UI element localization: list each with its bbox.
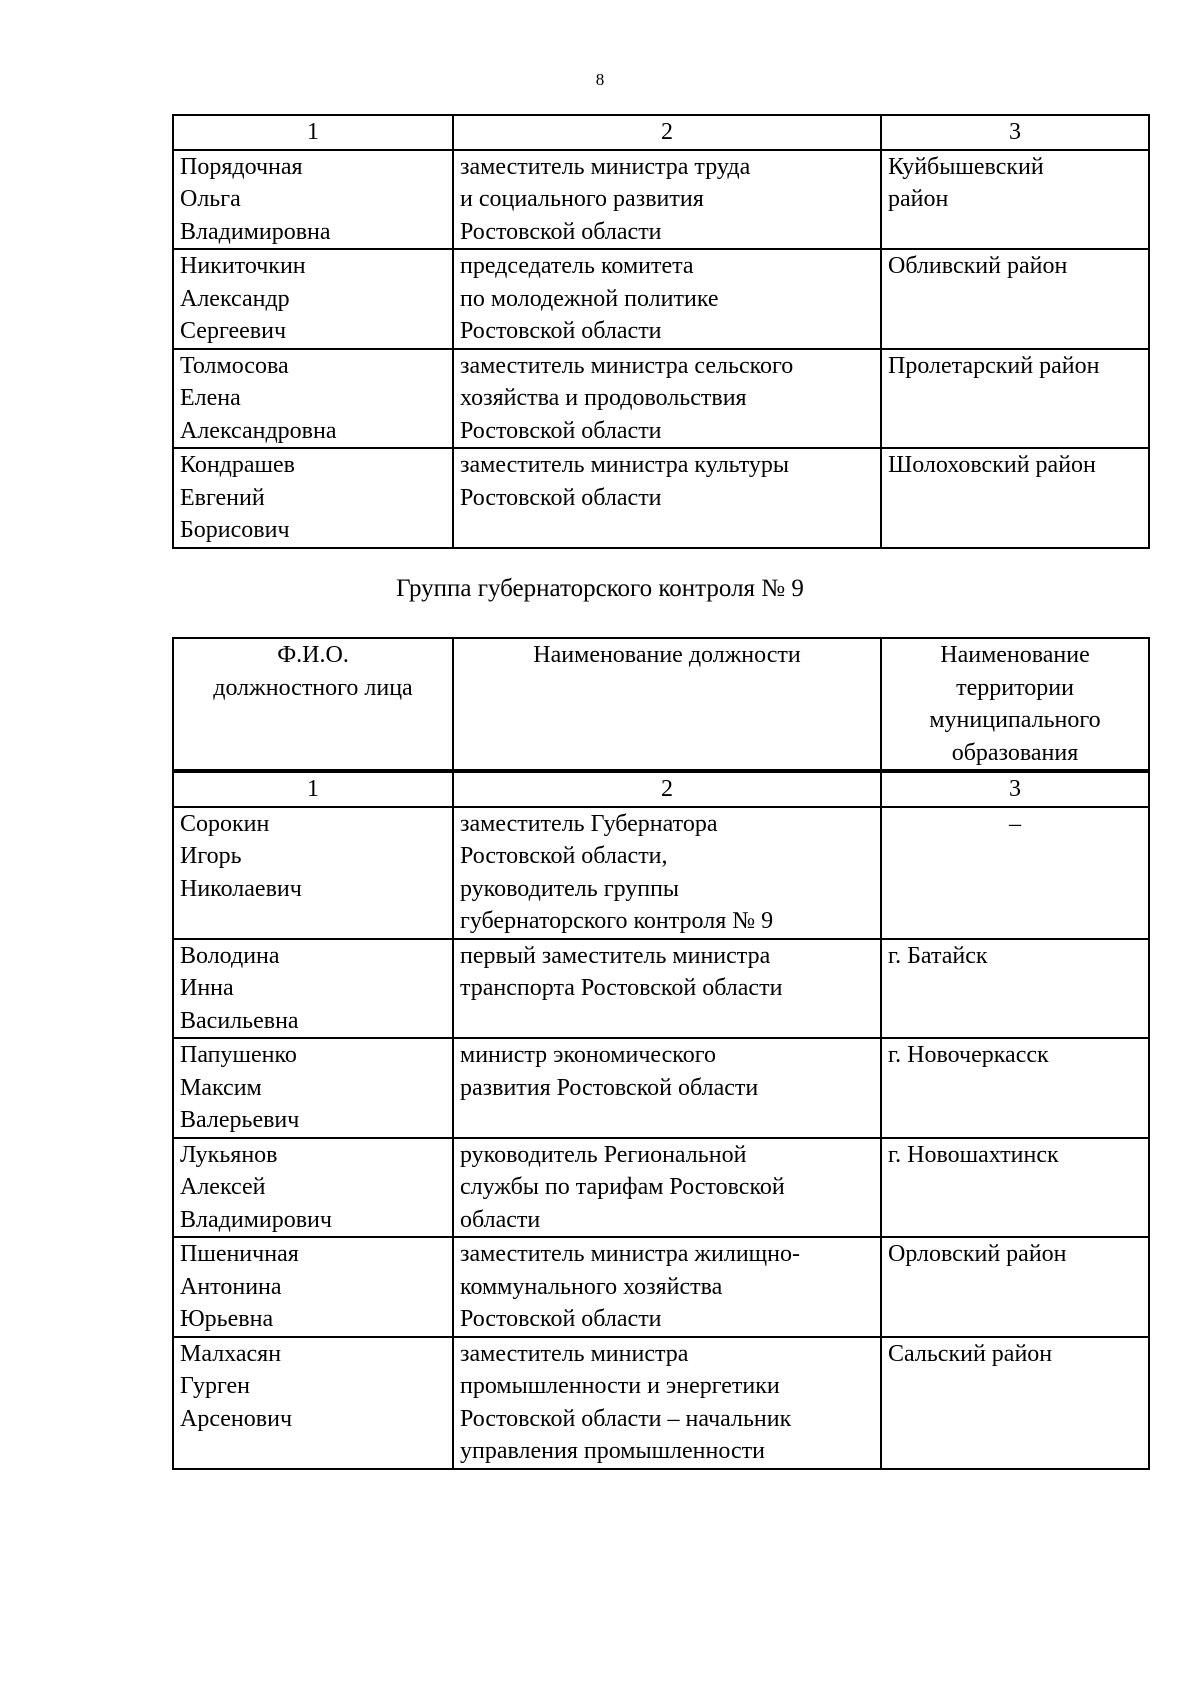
page-number: 8 — [595, 70, 605, 89]
table-row — [173, 939, 1149, 1039]
header-position: Наименование должности — [453, 638, 881, 771]
table-row — [173, 1337, 1149, 1469]
table-header-row — [173, 638, 1149, 771]
official-name: Никиточкин Александр Сергеевич — [173, 249, 453, 349]
table-row — [173, 807, 1149, 939]
official-position: заместитель Губернатора Ростовской области, руководитель группы губернаторского контроля № 9 — [453, 807, 881, 939]
official-position: первый заместитель министра транспорта Ростовской области — [453, 939, 881, 1039]
territory: г. Новошахтинск — [881, 1138, 1149, 1238]
column-number-row — [173, 115, 1149, 150]
column-number: 1 — [173, 115, 453, 150]
table-row — [173, 1138, 1149, 1238]
official-position: заместитель министра сельского хозяйства и продовольствия Ростовской области — [453, 349, 881, 449]
territory: – — [881, 807, 1149, 939]
territory: Пролетарский район — [881, 349, 1149, 449]
official-name: Малхасян Гурген Арсенович — [173, 1337, 453, 1469]
official-name: Володина Инна Васильевна — [173, 939, 453, 1039]
table-row — [173, 1237, 1149, 1337]
officials-table-continued — [172, 114, 1150, 549]
column-number: 2 — [453, 115, 881, 150]
column-number-row — [173, 771, 1149, 807]
territory: Шолоховский район — [881, 448, 1149, 548]
official-position: председатель комитета по молодежной политике Ростовской области — [453, 249, 881, 349]
official-name: Кондрашев Евгений Борисович — [173, 448, 453, 548]
column-number: 3 — [881, 771, 1149, 807]
official-position: руководитель Региональной службы по тарифам Ростовской области — [453, 1138, 881, 1238]
officials-table-group-9 — [172, 637, 1150, 1470]
official-position: заместитель министра труда и социального развития Ростовской области — [453, 150, 881, 250]
official-position: заместитель министра культуры Ростовской области — [453, 448, 881, 548]
table-row — [173, 150, 1149, 250]
territory: Орловский район — [881, 1237, 1149, 1337]
official-position: заместитель министра жилищно- коммунального хозяйства Ростовской области — [453, 1237, 881, 1337]
table-row — [173, 349, 1149, 449]
table-row — [173, 1038, 1149, 1138]
territory: г. Батайск — [881, 939, 1149, 1039]
territory: Обливский район — [881, 249, 1149, 349]
official-name: Папушенко Максим Валерьевич — [173, 1038, 453, 1138]
official-position: заместитель министра промышленности и энергетики Ростовской области – начальник управления промышленности — [453, 1337, 881, 1469]
column-number: 1 — [173, 771, 453, 807]
column-number: 2 — [453, 771, 881, 807]
territory: г. Новочеркасск — [881, 1038, 1149, 1138]
official-name: Лукьянов Алексей Владимирович — [173, 1138, 453, 1238]
table-row — [173, 249, 1149, 349]
territory: Куйбышевский район — [881, 150, 1149, 250]
official-name: Пшеничная Антонина Юрьевна — [173, 1237, 453, 1337]
official-position: министр экономического развития Ростовской области — [453, 1038, 881, 1138]
header-territory: Наименование территории муниципального образования — [881, 638, 1149, 771]
group-title: Группа губернаторского контроля № 9 — [396, 575, 804, 602]
header-full-name: Ф.И.О. должностного лица — [173, 638, 453, 771]
official-name: Сорокин Игорь Николаевич — [173, 807, 453, 939]
official-name: Порядочная Ольга Владимировна — [173, 150, 453, 250]
official-name: Толмосова Елена Александровна — [173, 349, 453, 449]
territory: Сальский район — [881, 1337, 1149, 1469]
column-number: 3 — [881, 115, 1149, 150]
table-row — [173, 448, 1149, 548]
